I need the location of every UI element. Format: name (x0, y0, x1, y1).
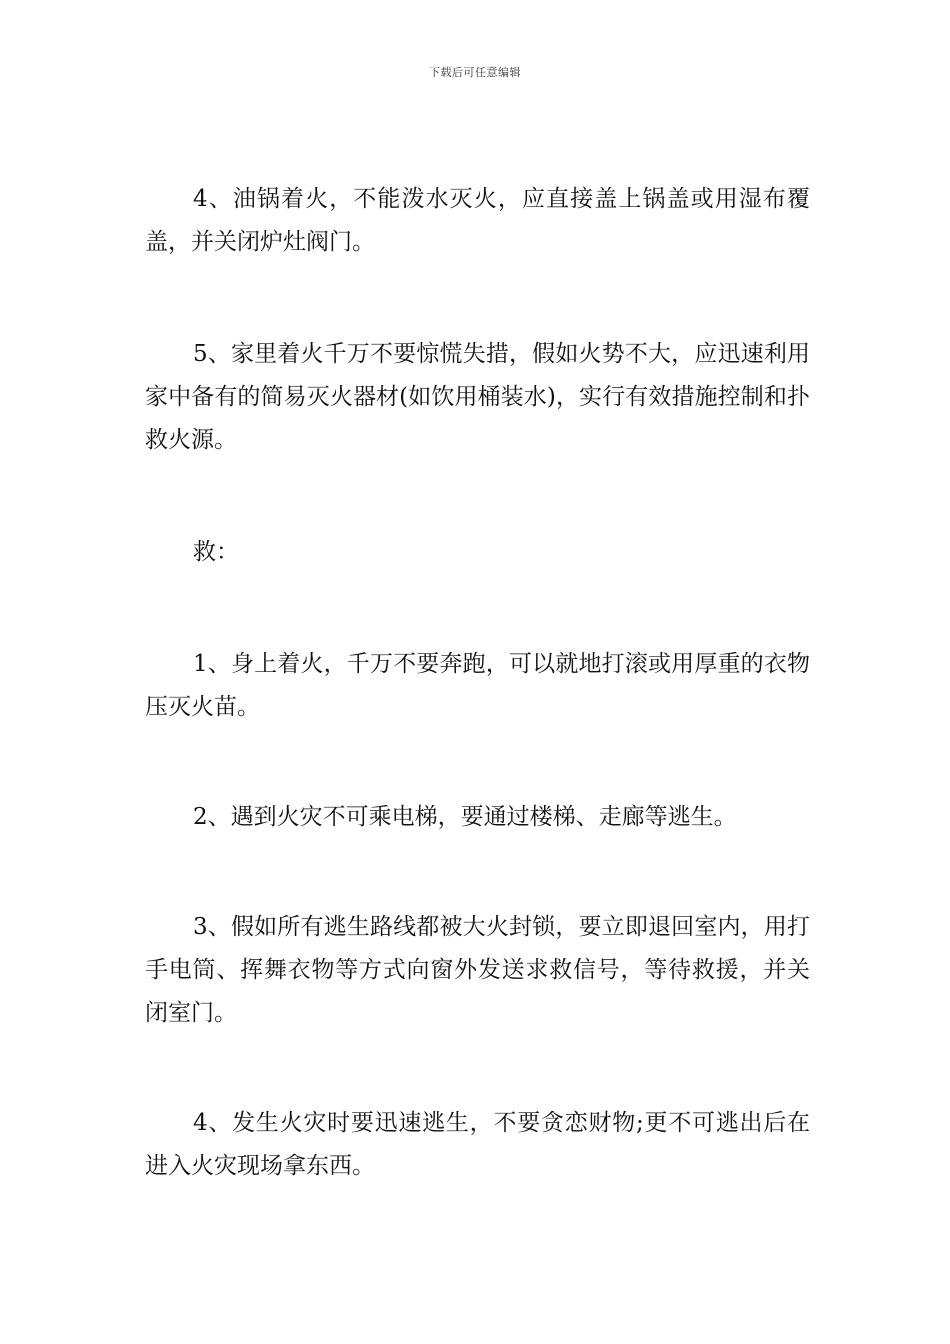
page-header: 下载后可任意编辑 (429, 66, 521, 79)
paragraph-no-elevator: 2、遇到火灾不可乘电梯，要通过楼梯、走廊等逃生。 (193, 804, 737, 830)
paragraph-escape-blocked: 3、假如所有逃生路线都被大火封锁，要立即退回室内，用打手电筒、挥舞衣物等方式向窗外发送求救信号，等待救援，并关闭室门。 (145, 914, 810, 1026)
section-heading-rescue: 救： (193, 539, 239, 565)
paragraph-body-on-fire: 1、身上着火，千万不要奔跑，可以就地打滚或用厚重的衣物压灭火苗。 (145, 651, 810, 720)
paragraph-oil-pan-fire: 4、油锅着火，不能泼水灭火，应直接盖上锅盖或用湿布覆盖，并关闭炉灶阀门。 (145, 186, 810, 255)
document-body (145, 178, 810, 1188)
paragraph-escape-quickly: 4、发生火灾时要迅速逃生，不要贪恋财物;更不可逃出后在进入火灾现场拿东西。 (145, 1110, 810, 1179)
paragraph-home-fire: 5、家里着火千万不要惊慌失措，假如火势不大，应迅速利用家中备有的简易灭火器材(如饮用桶装水)，实行有效措施控制和扑救火源。 (145, 341, 810, 453)
